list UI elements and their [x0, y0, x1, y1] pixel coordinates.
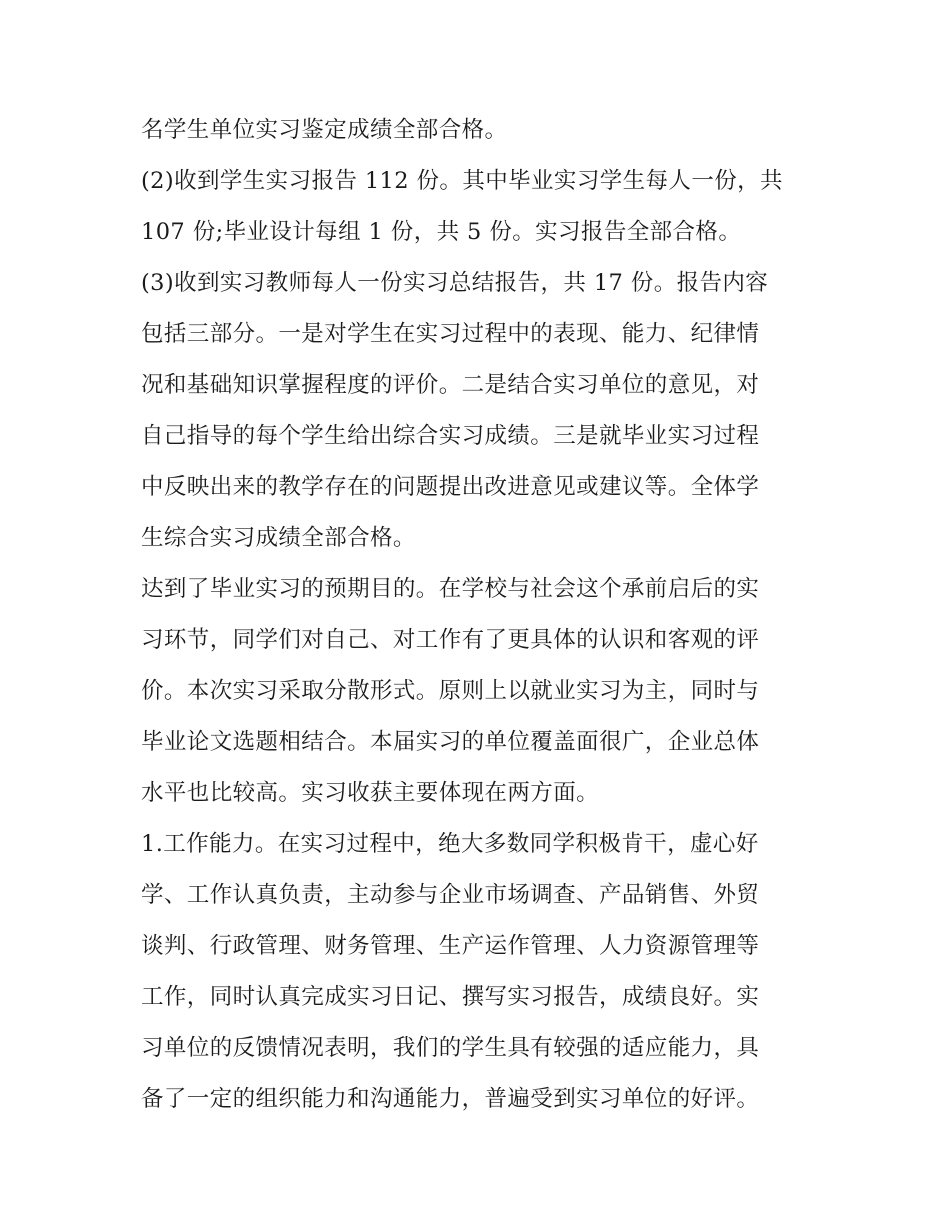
text-line: 况和基础知识掌握程度的评价。二是结合实习单位的意见，对: [141, 372, 760, 398]
text-line: 自己指导的每个学生给出综合实习成绩。三是就毕业实习过程: [141, 423, 760, 449]
text-line: 水平也比较高。实习收获主要体现在两方面。: [141, 780, 600, 806]
text-line: 习环节，同学们对自己、对工作有了更具体的认识和客观的评: [141, 627, 760, 653]
text-line: 1.工作能力。在实习过程中，绝大多数同学积极肯干，虚心好: [141, 831, 759, 857]
text-line: (2)收到学生实习报告 112 份。其中毕业实习学生每人一份，共: [141, 168, 783, 194]
text-line: 达到了毕业实习的预期目的。在学校与社会这个承前启后的实: [141, 576, 760, 602]
text-line: 习单位的反馈情况表明，我们的学生具有较强的适应能力，具: [141, 1035, 760, 1061]
text-line: 107 份;毕业设计每组 1 份，共 5 份。实习报告全部合格。: [141, 219, 742, 245]
text-line: 生综合实习成绩全部合格。: [141, 525, 416, 551]
text-line: 包括三部分。一是对学生在实习过程中的表现、能力、纪律情: [141, 321, 760, 347]
text-line: 名学生单位实习鉴定成绩全部合格。: [141, 117, 508, 143]
text-line: 谈判、行政管理、财务管理、生产运作管理、人力资源管理等: [141, 933, 760, 959]
text-line: 价。本次实习采取分散形式。原则上以就业实习为主，同时与: [141, 678, 760, 704]
text-line: 学、工作认真负责，主动参与企业市场调查、产品销售、外贸: [141, 882, 760, 908]
text-line: 中反映出来的教学存在的问题提出改进意见或建议等。全体学: [141, 474, 760, 500]
text-line: 毕业论文选题相结合。本届实习的单位覆盖面很广，企业总体: [141, 729, 760, 755]
text-line: 备了一定的组织能力和沟通能力，普遍受到实习单位的好评。: [141, 1086, 760, 1112]
body-text: [141, 105, 813, 1125]
text-line: (3)收到实习教师每人一份实习总结报告，共 17 份。报告内容: [141, 270, 769, 296]
text-line: 工作，同时认真完成实习日记、撰写实习报告，成绩良好。实: [141, 984, 760, 1010]
